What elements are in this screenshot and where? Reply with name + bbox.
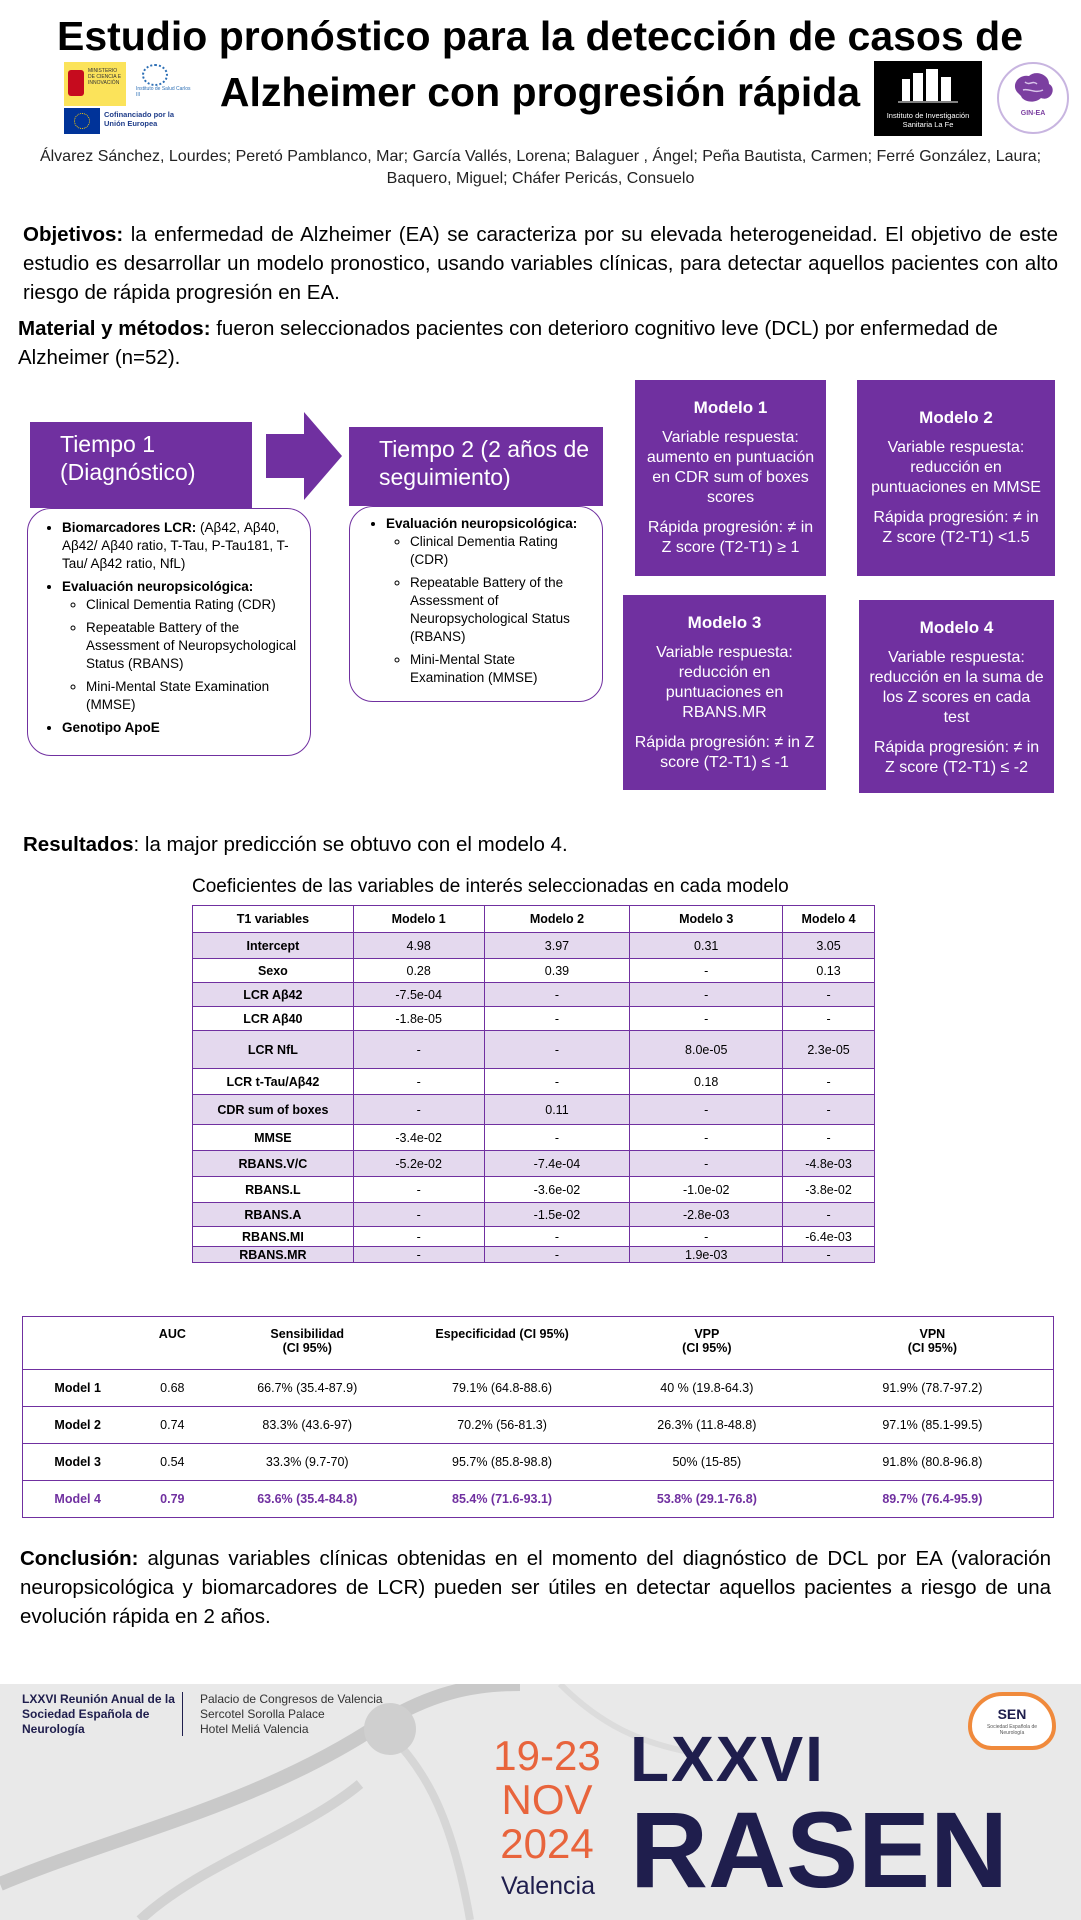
reunion-label: LXXVI Reunión Anual de la Sociedad Española de Neurología: [22, 1692, 175, 1736]
venues: [200, 1692, 420, 1737]
table-cell: 0.39: [484, 959, 630, 983]
building-icon: [898, 69, 958, 103]
isciii-logo: [132, 62, 192, 106]
table-cell: -: [484, 983, 630, 1007]
column-header: Sensibilidad (CI 95%): [212, 1317, 402, 1370]
test-item: ◦ Clinical Dementia Rating (CDR): [86, 596, 300, 614]
table-cell: -: [353, 1095, 484, 1125]
column-header: [23, 1317, 133, 1370]
modelo-desc: Variable respuesta: reducción en la suma de los Z scores en cada test: [869, 649, 1044, 726]
eu-flag-icon: [64, 108, 100, 134]
table-cell: -: [353, 1031, 484, 1069]
row-label: RBANS.A: [193, 1203, 354, 1227]
table-cell: 33.3% (9.7-70): [212, 1444, 402, 1481]
resultados-paragraph: [23, 830, 1023, 859]
column-header: AUC: [132, 1317, 212, 1370]
date-year: 2024: [500, 1820, 594, 1867]
brain-icon: [1011, 72, 1055, 106]
modelo-title: Modelo 3: [687, 613, 762, 632]
divider: [182, 1692, 183, 1736]
table-cell: -: [783, 983, 875, 1007]
table-cell: -: [783, 1095, 875, 1125]
performance-table: [22, 1316, 1054, 1518]
column-header: Especificidad (CI 95%): [402, 1317, 602, 1370]
table-row: [193, 1007, 875, 1031]
table-cell: 95.7% (85.8-98.8): [402, 1444, 602, 1481]
venue-line: Sercotel Sorolla Palace: [200, 1707, 325, 1721]
table-cell: -: [484, 1007, 630, 1031]
row-label: LCR Aβ40: [193, 1007, 354, 1031]
table-cell: 0.13: [783, 959, 875, 983]
table-cell: -6.4e-03: [783, 1227, 875, 1247]
table-cell: 50% (15-85): [602, 1444, 812, 1481]
table-cell: -: [353, 1177, 484, 1203]
table-cell: -: [484, 1247, 630, 1263]
table-row: [193, 1203, 875, 1227]
table-cell: -: [630, 1125, 783, 1151]
table-row: [193, 1095, 875, 1125]
row-label: LCR Aβ42: [193, 983, 354, 1007]
column-header: Modelo 3: [630, 906, 783, 933]
row-label: LCR NfL: [193, 1031, 354, 1069]
table-row: [23, 1481, 1054, 1518]
column-header: VPP (CI 95%): [602, 1317, 812, 1370]
row-label: Model 4: [23, 1481, 133, 1518]
table-cell: -1.8e-05: [353, 1007, 484, 1031]
isciii-icon: [142, 64, 168, 86]
evaluacion-item: • Evaluación neuropsicológica: ◦ Clinical Dementia Rating (CDR) ◦ Repeatable Battery of the Assessment of Neuropsychological Status (RBANS) ◦ Mini-Mental State Examination (MMSE): [62, 578, 300, 714]
table-row: [193, 1227, 875, 1247]
row-label: LCR t-Tau/Aβ42: [193, 1069, 354, 1095]
table-row: [193, 1177, 875, 1203]
ministerio-logo: [64, 62, 126, 106]
table-cell: 0.54: [132, 1444, 212, 1481]
table-row: [193, 933, 875, 959]
table-cell: 1.9e-03: [630, 1247, 783, 1263]
modelo-desc: Variable respuesta: reducción en puntuaciones en RBANS.MR: [656, 644, 793, 721]
modelo-title: Modelo 2: [919, 408, 993, 427]
table-cell: -7.4e-04: [484, 1151, 630, 1177]
table-cell: 0.79: [132, 1481, 212, 1518]
table-cell: 0.31: [630, 933, 783, 959]
sen-label: SEN: [997, 1706, 1027, 1722]
table-cell: -3.4e-02: [353, 1125, 484, 1151]
tiempo1-header: Tiempo 1 (Diagnóstico): [30, 422, 252, 508]
biomarcadores-item: • Biomarcadores LCR: (Aβ42, Aβ40, Aβ42/ Aβ40 ratio, T-Tau, P-Tau181, T-Tau/ Aβ42 ratio, NfL): [62, 519, 300, 573]
resultados-text: : la major predicción se obtuvo con el modelo 4.: [133, 833, 568, 856]
row-label: Model 2: [23, 1407, 133, 1444]
lafe-label: Instituto de Investigación Sanitaria La Fe: [886, 111, 970, 129]
column-header: Modelo 1: [353, 906, 484, 933]
table-cell: -: [783, 1007, 875, 1031]
date-month: NOV: [501, 1776, 593, 1823]
table-cell: -: [630, 1227, 783, 1247]
genotipo-item: • Genotipo ApoE: [62, 719, 300, 737]
metodos-paragraph: [18, 314, 1053, 372]
table-row: [193, 1247, 875, 1263]
table-row: [193, 1151, 875, 1177]
row-label: RBANS.L: [193, 1177, 354, 1203]
modelo-desc: Variable respuesta: aumento en puntuación en CDR sum of boxes scores: [646, 429, 815, 506]
coat-of-arms-icon: [68, 70, 84, 96]
table-row: [23, 1370, 1054, 1407]
table-cell: 0.68: [132, 1370, 212, 1407]
table-row: [193, 959, 875, 983]
ginea-logo: [997, 62, 1069, 134]
table-cell: 0.28: [353, 959, 484, 983]
metodos-label: Material y métodos:: [18, 317, 211, 340]
table-cell: 53.8% (29.1-76.8): [602, 1481, 812, 1518]
table-cell: -: [484, 1227, 630, 1247]
table-cell: -: [484, 1031, 630, 1069]
table-cell: 8.0e-05: [630, 1031, 783, 1069]
column-header: VPN (CI 95%): [812, 1317, 1054, 1370]
conclusion-paragraph: [20, 1544, 1051, 1631]
eu-stars-icon: [74, 113, 90, 129]
test-item: ◦ Mini-Mental State Examination (MMSE): [86, 678, 300, 714]
table-cell: 89.7% (76.4-95.9): [812, 1481, 1054, 1518]
table-header-row: [193, 906, 875, 933]
table-cell: 85.4% (71.6-93.1): [402, 1481, 602, 1518]
ginea-label: GIN-EA: [1020, 110, 1046, 117]
table-cell: -4.8e-03: [783, 1151, 875, 1177]
table-cell: -: [353, 1203, 484, 1227]
title-line-2: Alzheimer con progresión rápida: [219, 69, 861, 115]
table-cell: -: [630, 1095, 783, 1125]
table-cell: -: [353, 1227, 484, 1247]
row-label: Sexo: [193, 959, 354, 983]
table-cell: -: [484, 1069, 630, 1095]
eu-label: Cofinanciado por la Unión Europea: [104, 110, 175, 128]
venue-line: Hotel Meliá Valencia: [200, 1722, 309, 1736]
congress-banner: [0, 1684, 1081, 1920]
row-label: RBANS.MR: [193, 1247, 354, 1263]
table-cell: -7.5e-04: [353, 983, 484, 1007]
modelo-title: Modelo 4: [919, 618, 994, 637]
table-cell: 63.6% (35.4-84.8): [212, 1481, 402, 1518]
table-row: [23, 1407, 1054, 1444]
ministerio-label: MINISTERIO DE CIENCIA E INNOVACIÓN: [88, 68, 122, 86]
objetivos-text: la enfermedad de Alzheimer (EA) se caracteriza por su elevada heterogeneidad. El objetivo de este estudio es desarrollar un modelo pronostico, usando variables clínicas, para detectar aquellos pacientes con alto riesgo de rápida progresión en EA.: [23, 223, 1058, 304]
table-cell: 83.3% (43.6-97): [212, 1407, 402, 1444]
table-cell: 70.2% (56-81.3): [402, 1407, 602, 1444]
congress-date: [482, 1734, 612, 1866]
table-cell: 91.9% (78.7-97.2): [812, 1370, 1054, 1407]
modelo-2-box: [857, 380, 1055, 576]
table-row: [193, 983, 875, 1007]
table-row: [193, 1125, 875, 1151]
row-label: MMSE: [193, 1125, 354, 1151]
test-item: ◦ Repeatable Battery of the Assessment of Neuropsychological Status (RBANS): [410, 574, 592, 646]
table-cell: 3.05: [783, 933, 875, 959]
modelo-4-box: [859, 600, 1054, 793]
table-cell: -2.8e-03: [630, 1203, 783, 1227]
title-line-1: Estudio pronóstico para la detección de casos de: [56, 13, 1024, 59]
table-cell: -: [353, 1247, 484, 1263]
resultados-label: Resultados: [23, 833, 134, 856]
table-cell: 66.7% (35.4-87.9): [212, 1370, 402, 1407]
table-cell: 0.11: [484, 1095, 630, 1125]
date-days: 19-23: [493, 1732, 601, 1779]
tiempo1-list-box: [27, 508, 311, 756]
coef-table-caption: Coeficientes de las variables de interés seleccionadas en cada modelo: [192, 876, 789, 897]
venue-line: Palacio de Congresos de Valencia: [200, 1692, 383, 1706]
test-item: ◦ Mini-Mental State Examination (MMSE): [410, 651, 592, 687]
right-arrow-icon: [266, 412, 342, 500]
column-header: Modelo 4: [783, 906, 875, 933]
sen-logo: [968, 1692, 1056, 1750]
table-cell: -1.0e-02: [630, 1177, 783, 1203]
congress-city: Valencia: [500, 1872, 596, 1900]
table-cell: -: [630, 983, 783, 1007]
test-item: ◦ Repeatable Battery of the Assessment of Neuropsychological Status (RBANS): [86, 619, 300, 673]
modelo-1-box: [635, 380, 826, 576]
table-cell: 2.3e-05: [783, 1031, 875, 1069]
objetivos-paragraph: [23, 220, 1058, 307]
sen-sublabel: Sociedad Española de Neurología: [986, 1724, 1038, 1736]
table-cell: 3.97: [484, 933, 630, 959]
column-header: Modelo 2: [484, 906, 630, 933]
modelo-desc: Variable respuesta: reducción en puntuaciones en MMSE: [871, 439, 1041, 496]
table-cell: 26.3% (11.8-48.8): [602, 1407, 812, 1444]
modelo-rule: Rápida progresión: ≠ in Z score (T2-T1) ≤ -1: [634, 734, 815, 771]
table-cell: 91.8% (80.8-96.8): [812, 1444, 1054, 1481]
table-cell: -: [783, 1069, 875, 1095]
modelo-rule: Rápida progresión: ≠ in Z score (T2-T1) ≤ -2: [873, 739, 1040, 776]
table-cell: -: [783, 1247, 875, 1263]
test-item: ◦ Clinical Dementia Rating (CDR): [410, 533, 592, 569]
modelo-3-box: [623, 595, 826, 790]
ministerio-logo-block: [64, 62, 194, 136]
table-cell: 4.98: [353, 933, 484, 959]
evaluacion-item: • Evaluación neuropsicológica: ◦ Clinical Dementia Rating (CDR) ◦ Repeatable Battery of the Assessment of Neuropsychological Status (RBANS) ◦ Mini-Mental State Examination (MMSE): [386, 515, 592, 687]
tiempo2-header: Tiempo 2 (2 años de seguimiento): [349, 427, 603, 506]
table-cell: -: [783, 1125, 875, 1151]
coef-table: [192, 905, 875, 1263]
table-row: [193, 1069, 875, 1095]
row-label: RBANS.V/C: [193, 1151, 354, 1177]
isciii-label: Instituto de Salud Carlos III: [136, 86, 191, 98]
table-cell: -: [630, 959, 783, 983]
table-row: [23, 1444, 1054, 1481]
metodos-text: fueron seleccionados pacientes con deterioro cognitivo leve (DCL) por enfermedad de Alzheimer (n=52).: [18, 317, 998, 369]
table-cell: 79.1% (64.8-88.6): [402, 1370, 602, 1407]
row-label: Model 3: [23, 1444, 133, 1481]
table-header-row: [23, 1317, 1054, 1370]
row-label: RBANS.MI: [193, 1227, 354, 1247]
table-cell: -: [630, 1007, 783, 1031]
congress-number: LXXVI: [630, 1723, 825, 1795]
table-cell: -1.5e-02: [484, 1203, 630, 1227]
table-cell: 40 % (19.8-64.3): [602, 1370, 812, 1407]
row-label: CDR sum of boxes: [193, 1095, 354, 1125]
conclusion-label: Conclusión:: [20, 1547, 139, 1570]
modelo-title: Modelo 1: [693, 398, 768, 417]
row-label: Intercept: [193, 933, 354, 959]
table-cell: -: [353, 1069, 484, 1095]
table-cell: 0.18: [630, 1069, 783, 1095]
table-cell: -: [484, 1125, 630, 1151]
modelo-rule: Rápida progresión: ≠ in Z score (T2-T1) <1.5: [873, 509, 1039, 546]
row-label: Model 1: [23, 1370, 133, 1407]
congress-name: RASEN: [630, 1789, 1009, 1910]
table-row: [193, 1031, 875, 1069]
tiempo2-list-box: [349, 506, 603, 702]
column-header: T1 variables: [193, 906, 354, 933]
table-cell: -: [783, 1203, 875, 1227]
modelo-rule: Rápida progresión: ≠ in Z score (T2-T1) ≥ 1: [647, 519, 814, 556]
objetivos-label: Objetivos:: [23, 223, 124, 246]
table-cell: -: [630, 1151, 783, 1177]
table-cell: 0.74: [132, 1407, 212, 1444]
conclusion-text: algunas variables clínicas obtenidas en el momento del diagnóstico de DCL por EA (valoración neuropsicológica y biomarcadores de LCR) pueden ser útiles en detectar aquellos pacientes a riesgo de una evolución rápida en 2 años.: [20, 1547, 1051, 1628]
authors: Álvarez Sánchez, Lourdes; Peretó Pamblanco, Mar; García Vallés, Lorena; Balaguer , Ángel; Peña Bautista, Carmen; Ferré González, Laura; Baquero, Miguel; Cháfer Pericás, Consuelo: [39, 148, 1042, 187]
table-cell: -3.8e-02: [783, 1177, 875, 1203]
table-cell: 97.1% (85.1-99.5): [812, 1407, 1054, 1444]
table-cell: -3.6e-02: [484, 1177, 630, 1203]
lafe-logo: [874, 61, 982, 136]
table-cell: -5.2e-02: [353, 1151, 484, 1177]
